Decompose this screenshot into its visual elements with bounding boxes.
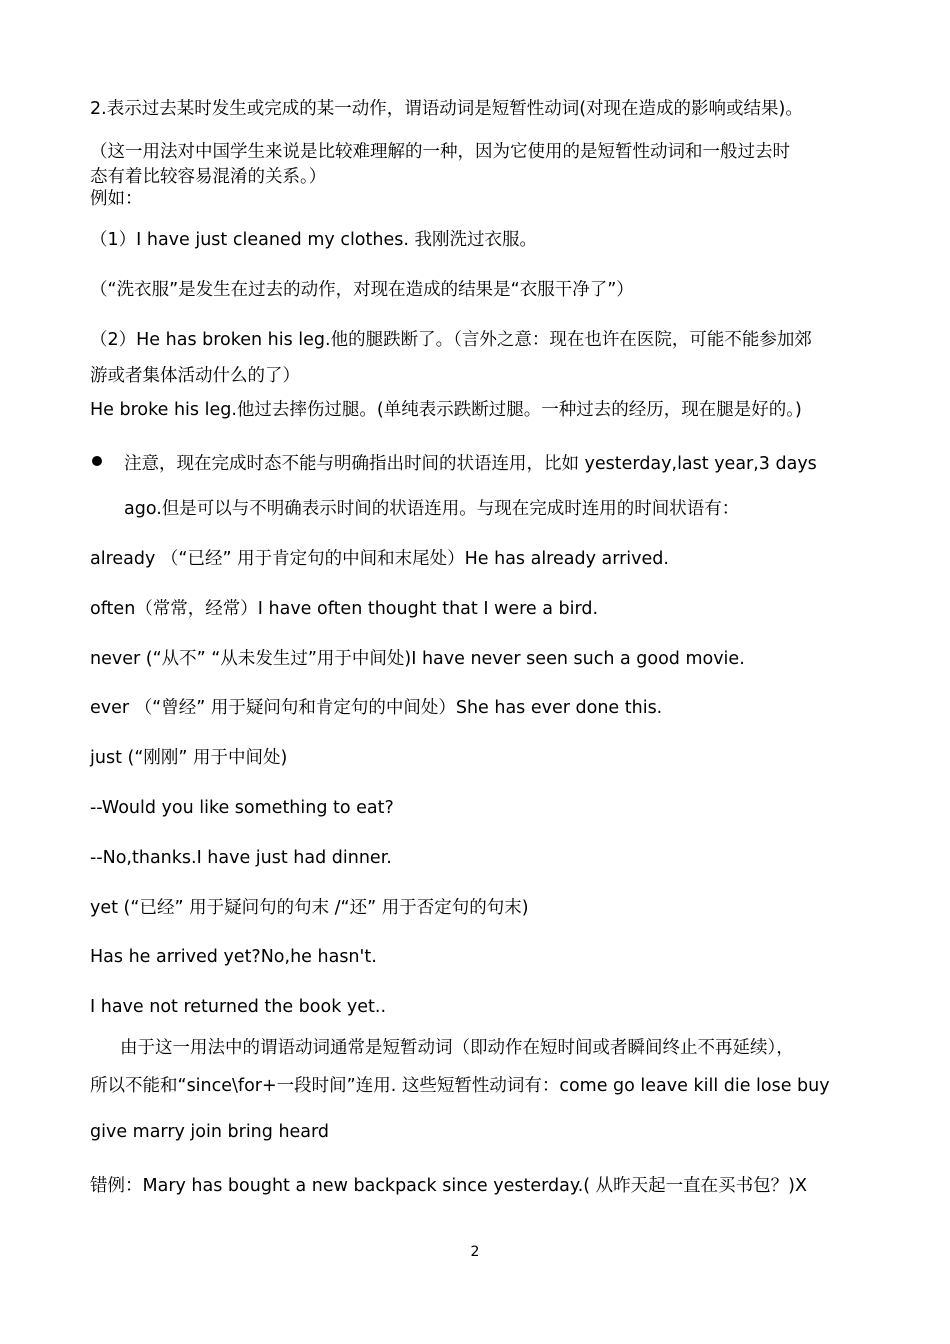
paragraph-line: （这一用法对中国学生来说是比较难理解的一种，因为它使用的是短暂性动词和一般过去时 [90,142,790,162]
example-line: I have not returned the book yet.. [90,997,387,1017]
bullet-icon [92,456,102,466]
paragraph-line: give marry join bring heard [90,1122,330,1142]
section-heading: 2.表示过去某时发生或完成的某一动作，谓语动词是短暂性动词(对现在造成的影响或结果)。 [90,99,803,119]
adverb-never: never (“从不” “从未发生过”用于中间处)I have never seen such a good movie. [90,649,745,669]
adverb-often: often（常常，经常）I have often thought that I were a bird. [90,599,599,619]
paragraph-line: 由于这一用法中的谓语动词通常是短暂动词（即动作在短时间或者瞬间终止不再延续）， [120,1038,794,1058]
paragraph-line: 所以不能和“since\for+一段时间”连用. 这些短暂性动词有：come go leave kill die lose buy [90,1076,830,1096]
example-line: Has he arrived yet?No,he hasn't. [90,947,377,967]
page-number: 2 [470,1244,480,1260]
note-line: ago.但是可以与不明确表示时间的状语连用。与现在完成时连用的时间状语有： [124,499,740,519]
adverb-already: already （“已经” 用于肯定句的中间和末尾处）He has already arrived. [90,549,669,569]
dialogue-line: --Would you like something to eat? [90,798,394,818]
example-line: （2）He has broken his leg.他的腿跌断了。（言外之意：现在也许在医院，可能不能参加郊 [90,330,812,350]
paragraph-line: 例如： [90,189,143,209]
example-line: （1）I have just cleaned my clothes. 我刚洗过衣服。 [90,230,537,250]
paragraph-line: 游或者集体活动什么的了） [90,366,300,386]
paragraph-line: （“洗衣服”是发生在过去的动作，对现在造成的结果是“衣服干净了”） [90,280,634,300]
example-line: He broke his leg.他过去摔伤过腿。(单纯表示跌断过腿。一种过去的经历，现在腿是好的。) [90,400,802,420]
dialogue-line: --No,thanks.I have just had dinner. [90,848,392,868]
note-line: 注意，现在完成时态不能与明确指出时间的状语连用，比如 yesterday,last year,3 days [124,454,817,474]
adverb-ever: ever （“曾经” 用于疑问句和肯定句的中间处）She has ever done this. [90,698,663,718]
adverb-just: just (“刚刚” 用于中间处) [90,748,288,768]
paragraph-line: 态有着比较容易混淆的关系。） [90,167,327,187]
adverb-yet: yet (“已经” 用于疑问句的句末 /“还” 用于否定句的句末) [90,898,529,918]
wrong-example-line: 错例：Mary has bought a new backpack since yesterday.( 从昨天起一直在买书包？)X [90,1176,807,1196]
